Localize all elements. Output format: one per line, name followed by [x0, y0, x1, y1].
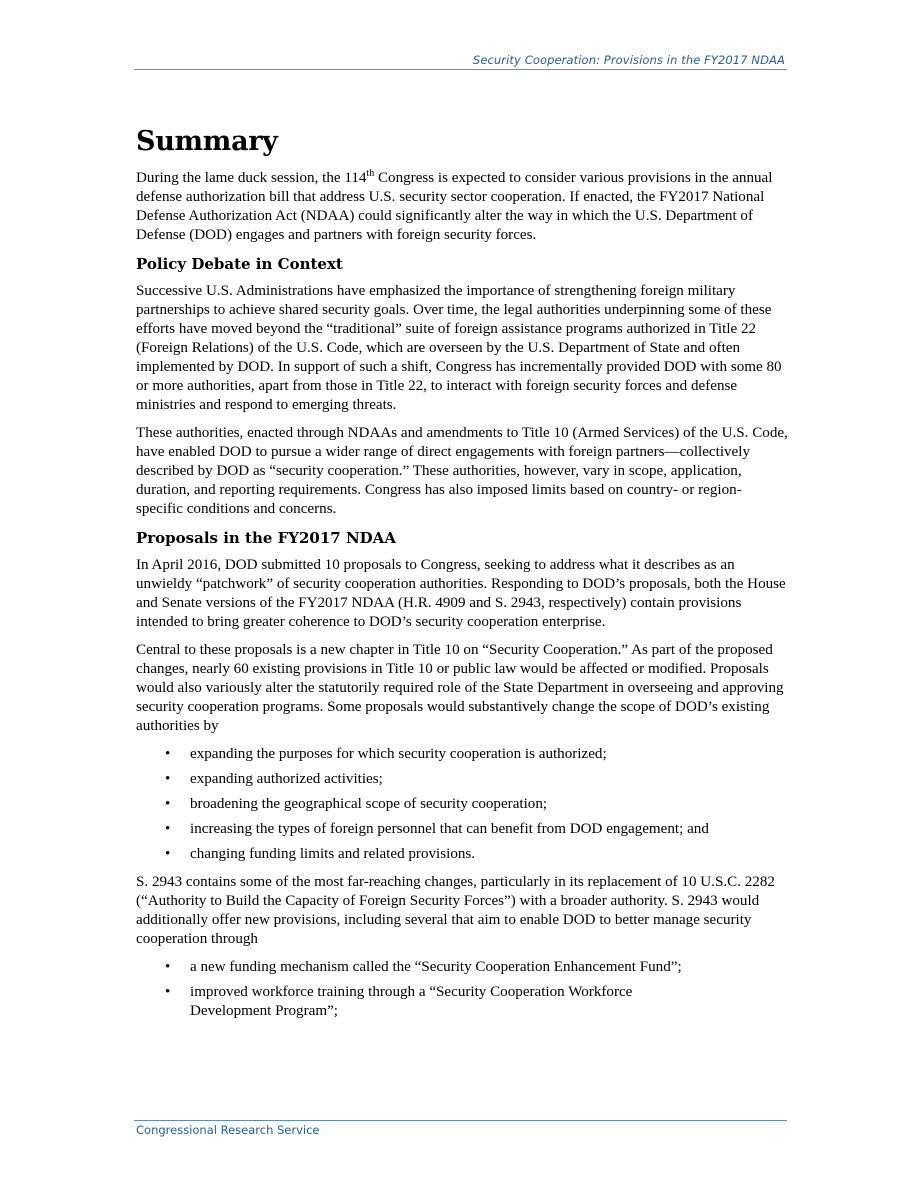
list-item-text: broadening the geographical scope of security cooperation;	[190, 796, 548, 812]
list-item	[136, 958, 788, 977]
bullet-icon: •	[165, 796, 171, 812]
paragraph: S. 2943 contains some of the most far-reaching changes, particularly in its replacement of 10 U.S.C. 2282 (“Authority to Build the Capacity of Foreign Security Forces”) with a broader authority. S. 2943 would additionally offer new provisions, including several that aim to enable DOD to better manage security cooperation through	[136, 874, 775, 947]
intro-superscript: th	[366, 167, 375, 179]
bullet-icon: •	[165, 846, 171, 862]
list-item-text: expanding authorized activities;	[190, 771, 383, 787]
list-item	[136, 820, 788, 839]
list-item	[136, 795, 788, 814]
bullet-icon: •	[165, 771, 171, 787]
paragraph: Successive U.S. Administrations have emphasized the importance of strengthening foreign military partnerships to achieve shared security goals. Over time, the legal authorities underpinning some of these efforts have moved beyond the “traditional” suite of foreign assistance programs authorized in Title 22 (Foreign Relations) of the U.S. Code, which are overseen by the U.S. Department of State and often implemented by DOD. In support of such a shift, Congress has incrementally provided DOD with some 80 or more authorities, apart from those in Title 22, to interact with foreign security forces and defense ministries and respond to emerging threats.	[136, 283, 782, 413]
bullet-list-changes	[136, 745, 788, 864]
footer-divider	[134, 1120, 787, 1121]
running-header: Security Cooperation: Provisions in the FY2017 NDAA	[472, 53, 785, 67]
paragraph: Central to these proposals is a new chapter in Title 10 on “Security Cooperation.” As part of the proposed changes, nearly 60 existing provisions in Title 10 or public law would be affected or modified. Proposals would also variously alter the statutorily required role of the State Department in overseeing and approving security cooperation programs. Some proposals would substantively change the scope of DOD’s existing authorities by	[136, 642, 784, 734]
section-heading-proposals: Proposals in the FY2017 NDAA	[136, 529, 396, 547]
list-item	[136, 745, 788, 764]
header-divider	[134, 69, 787, 70]
bullet-icon: •	[165, 821, 171, 837]
intro-text-start: During the lame duck session, the 114	[136, 170, 367, 186]
page-title: Summary	[136, 126, 278, 157]
intro-text-end: Congress is expected to consider various provisions in the annual defense authorization bill that address U.S. security sector cooperation. If enacted, the FY2017 National Defense Authorization Act (NDAA) could significantly alter the way in which the U.S. Department of Defense (DOD) engages and partners with foreign security forces.	[136, 170, 773, 243]
bullet-icon: •	[165, 959, 171, 975]
footer-publisher: Congressional Research Service	[136, 1123, 320, 1137]
list-item-text: changing funding limits and related provisions.	[190, 846, 476, 862]
list-item-text: a new funding mechanism called the “Security Cooperation Enhancement Fund”;	[190, 959, 682, 975]
paragraph: These authorities, enacted through NDAAs and amendments to Title 10 (Armed Services) of the U.S. Code, have enabled DOD to pursue a wider range of direct engagements with foreign partners—collectively described by DOD as “security cooperation.” These authorities, however, vary in scope, application, duration, and reporting requirements. Congress has also imposed limits based on country- or region-specific conditions and concerns.	[136, 425, 788, 517]
section-heading-policy-debate: Policy Debate in Context	[136, 255, 343, 273]
paragraph: In April 2016, DOD submitted 10 proposals to Congress, seeking to address what it describes as an unwieldy “patchwork” of security cooperation authorities. Responding to DOD’s proposals, both the House and Senate versions of the FY2017 NDAA (H.R. 4909 and S. 2943, respectively) contain provisions intended to bring greater coherence to DOD’s security cooperation enterprise.	[136, 557, 786, 630]
list-item-text: improved workforce training through a “Security Cooperation Workforce Development Program”;	[190, 984, 633, 1019]
bullet-icon: •	[165, 746, 171, 762]
bullet-icon: •	[165, 984, 171, 1000]
list-item-text: increasing the types of foreign personnel that can benefit from DOD engagement; and	[190, 821, 709, 837]
page-body	[136, 124, 788, 1030]
list-item-text: expanding the purposes for which security cooperation is authorized;	[190, 746, 607, 762]
bullet-list-provisions	[136, 958, 788, 1021]
intro-paragraph	[136, 169, 788, 245]
list-item	[136, 770, 788, 789]
list-item	[136, 845, 788, 864]
list-item	[136, 983, 788, 1021]
